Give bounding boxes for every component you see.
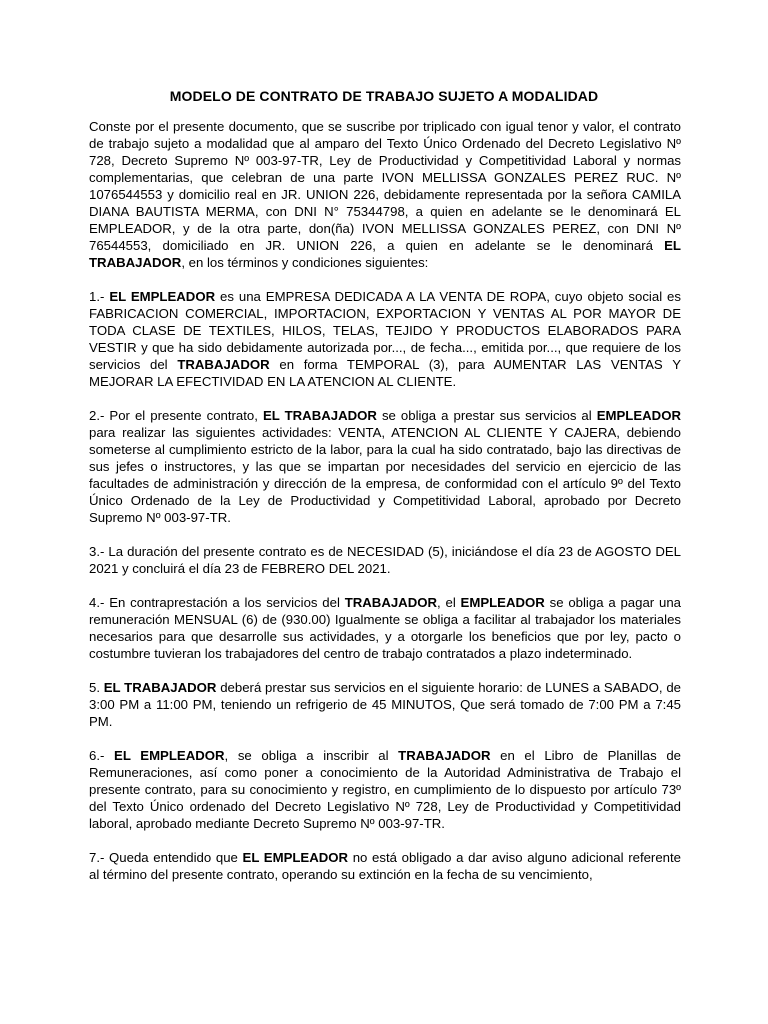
- clause-6-bold-trabajador: TRABAJADOR: [398, 748, 491, 763]
- clause-4-bold-empleador: EMPLEADOR: [460, 595, 545, 610]
- clause-1-text-1: 1.-: [89, 289, 110, 304]
- clause-3-text-1: 3.- La duración del presente contrato es de NECESIDAD (5), iniciándose el día 23 de AGOSTO DEL 2021 y concluirá el día 23 de FEBRERO DEL 2021.: [89, 544, 681, 576]
- clause-2-bold-trabajador: EL TRABAJADOR: [262, 408, 377, 423]
- document-title: MODELO DE CONTRATO DE TRABAJO SUJETO A MODALIDAD: [169, 88, 599, 104]
- clause-1-paragraph: [89, 288, 681, 390]
- clause-1-bold-empleador: EL EMPLEADOR: [109, 289, 216, 304]
- clause-4-paragraph: [89, 594, 681, 662]
- clause-6-bold-empleador: EL EMPLEADOR: [114, 748, 225, 763]
- clause-2-bold-empleador: EMPLEADOR: [596, 408, 681, 423]
- clause-2-text-2: se obliga a prestar sus servicios al: [376, 408, 597, 423]
- clause-6-text-1: 6.-: [89, 748, 115, 763]
- intro-text-1: Conste por el presente documento, que se suscribe por triplicado con igual tenor y valor, el contrato de trabajo sujeto a modalidad que al amparo del Texto Único Ordenado del Decreto Legislativo Nº 728, Decreto Supremo Nº 003-97-TR, Ley de Productividad y Competitividad Laboral y normas complementarias, que celebran de una parte IVON MELLISSA GONZALES PEREZ RUC. Nº 1076544553 y domicilio real en JR. UNION 226, debidamente representada por la señora CAMILA DIANA BAUTISTA MERMA, con DNI N° 75344798, a quien en adelante se le denominará EL EMPLEADOR, y de la otra parte, don(ña) IVON MELLISSA GONZALES PEREZ, con DNI Nº 76544553, domiciliado en JR. UNION 226, a quien en adelante se le denominará: [89, 119, 681, 253]
- clause-3-paragraph: [89, 543, 681, 577]
- clause-2-text-1: 2.- Por el presente contrato,: [89, 408, 263, 423]
- clause-4-text-1: 4.- En contraprestación a los servicios del: [89, 595, 345, 610]
- clause-7-text-1: 7.- Queda entendido que: [89, 850, 243, 865]
- clause-4-bold-trabajador: TRABAJADOR: [344, 595, 438, 610]
- clause-5-text-1: 5.: [89, 680, 104, 695]
- clause-5-text-2: deberá prestar sus servicios en el siguiente horario: de LUNES a SABADO, de 3:00 PM a 11:00 PM, teniendo un refrigerio de 45 MINUTOS, Que será tomado de 7:00 PM a 7:45 PM.: [89, 680, 681, 729]
- clause-6-text-2: , se obliga a inscribir al: [224, 748, 399, 763]
- clause-7-text-2: no está obligado a dar aviso alguno adicional referente al término del presente contrato, operando su extinción en la fecha de su vencimiento,: [89, 850, 681, 882]
- clause-5-bold-trabajador: EL TRABAJADOR: [103, 680, 217, 695]
- clause-4-text-2: , el: [437, 595, 461, 610]
- intro-text-2: , en los términos y condiciones siguientes:: [181, 255, 429, 270]
- intro-paragraph: [89, 118, 681, 271]
- clause-1-text-2: es una EMPRESA DEDICADA A LA VENTA DE ROPA, cuyo objeto social es FABRICACION COMERCIAL, IMPORTACION, EXPORTACION Y VENTAS AL POR MAYOR DE TODA CLASE DE TEXTILES, HILOS, TELAS, TEJIDO Y PRODUCTOS ELABORADOS PARA VESTIR y que ha sido debidamente autorizada por..., de fecha..., emitida por..., que requiere de los servicios del: [89, 289, 681, 372]
- clause-1-bold-trabajador: TRABAJADOR: [177, 357, 270, 372]
- clause-4-text-3: se obliga a pagar una remuneración MENSUAL (6) de (930.00) Igualmente se obliga a facilitar al trabajador los materiales necesarios para que desarrolle sus actividades, y a otorgarle los beneficios que por ley, pacto o costumbre tuvieran los trabajadores del centro de trabajo contratados a plazo indeterminado.: [89, 595, 681, 661]
- clause-6-text-3: en el Libro de Planillas de Remuneraciones, así como poner a conocimiento de la Autoridad Administrativa de Trabajo el presente contrato, para su conocimiento y registro, en cumplimiento de lo dispuesto por artículo 73º del Texto Único ordenado del Decreto Legislativo Nº 728, Ley de Productividad y Competitividad laboral, aprobado mediante Decreto Supremo Nº 003-97-TR.: [89, 748, 681, 831]
- document-body: [89, 118, 681, 883]
- clause-5-paragraph: [89, 679, 681, 730]
- clause-6-paragraph: [89, 747, 681, 832]
- intro-bold-trabajador: EL TRABAJADOR: [89, 238, 681, 270]
- clause-2-paragraph: [89, 407, 681, 526]
- clause-7-bold-empleador: EL EMPLEADOR: [242, 850, 349, 865]
- clause-7-paragraph: [89, 849, 681, 883]
- clause-2-text-3: para realizar las siguientes actividades: VENTA, ATENCION AL CLIENTE Y CAJERA, debiendo someterse al cumplimiento estricto de la labor, para la cual ha sido contratado, bajo las directivas de sus jefes o instructores, y las que se impartan por necesidades del servicio en ejercicio de las facultades de administración y dirección de la empresa, de conformidad con el artículo 9º del Texto Único Ordenado de la Ley de Productividad y Competitividad Laboral, aprobado por Decreto Supremo Nº 003-97-TR.: [89, 425, 681, 525]
- clause-1-text-3: en forma TEMPORAL (3), para AUMENTAR LAS VENTAS Y MEJORAR LA EFECTIVIDAD EN LA ATENCION AL CLIENTE.: [89, 357, 681, 389]
